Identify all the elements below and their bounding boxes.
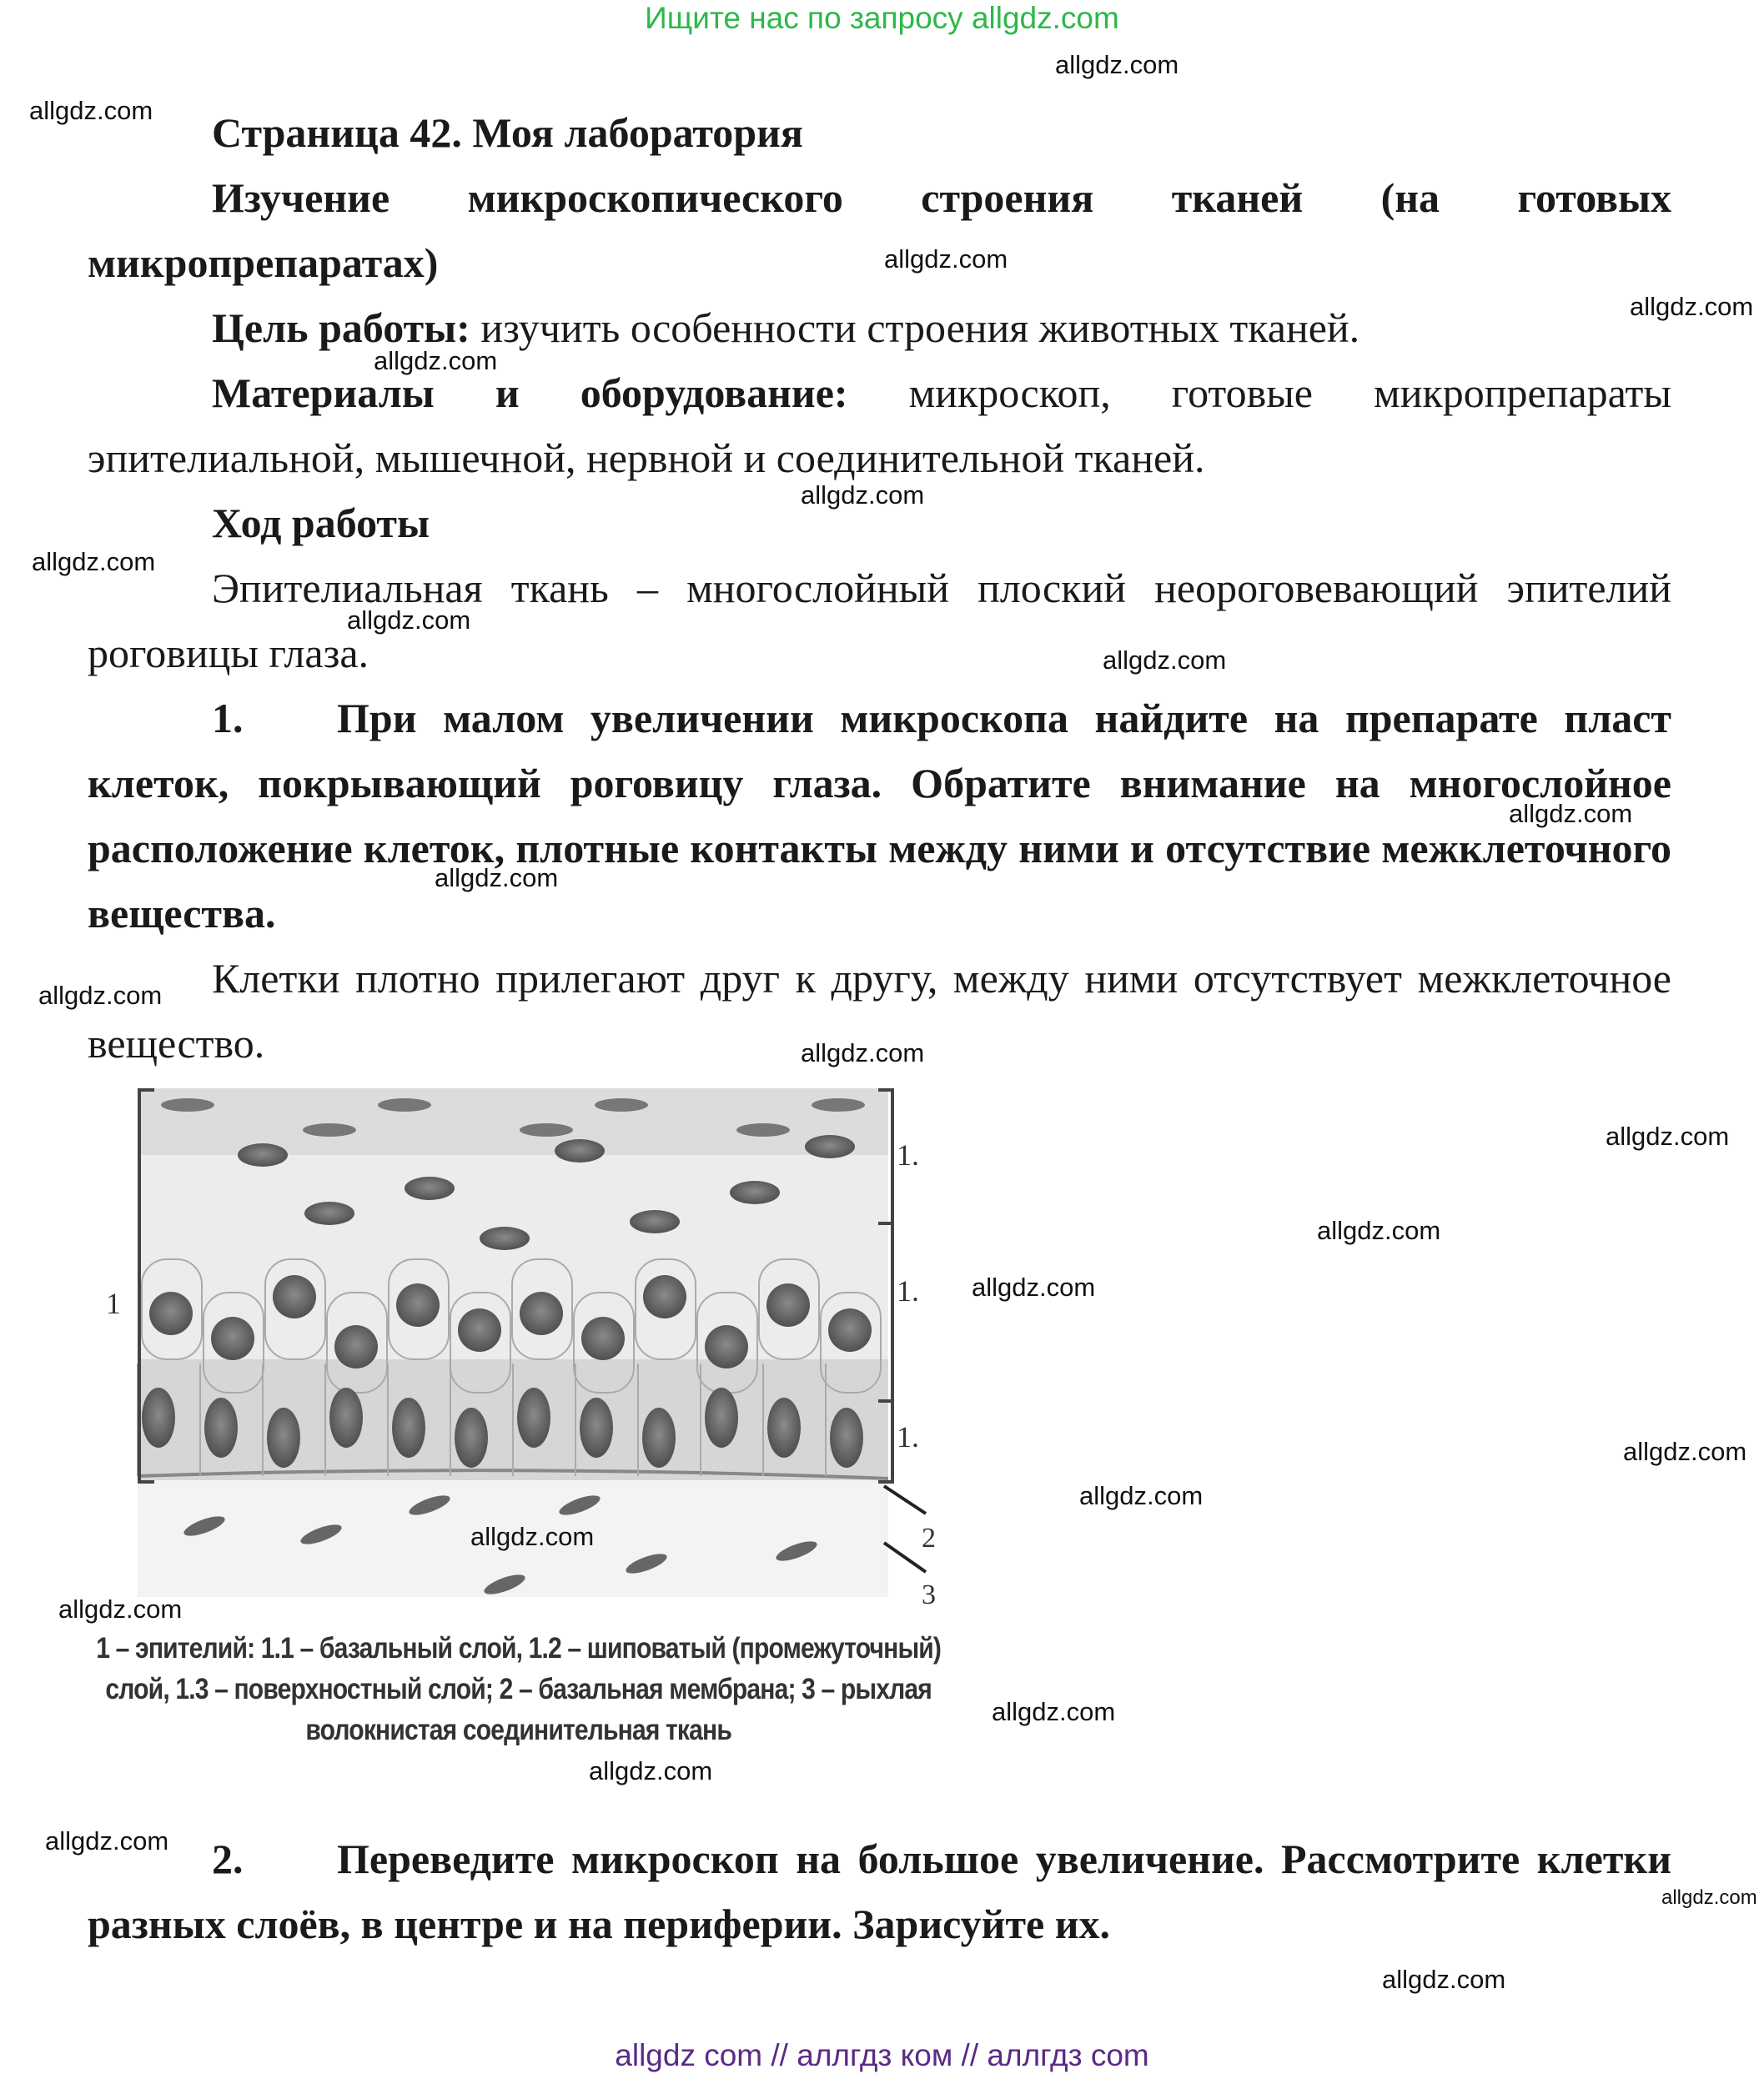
spinous-cell-nucleus bbox=[334, 1325, 378, 1368]
watermark: allgdz.com bbox=[801, 480, 925, 510]
flat-cell-nucleus bbox=[630, 1210, 680, 1233]
arrow-membrane bbox=[884, 1486, 926, 1514]
watermark: allgdz.com bbox=[38, 981, 163, 1010]
flat-cell-nucleus bbox=[730, 1181, 780, 1204]
watermark: allgdz.com bbox=[1623, 1437, 1747, 1466]
basal-cell-nucleus bbox=[517, 1388, 550, 1448]
tissue-intro: Эпителиальная ткань – многослойный плоский неороговевающий эпителий роговицы глаза. bbox=[88, 565, 1671, 676]
procedure-heading: Ход работы bbox=[212, 500, 430, 546]
step-1-answer: Клетки плотно прилегают друг к другу, между ними отсутствует межклеточное вещество. bbox=[88, 955, 1671, 1067]
arrow-connective bbox=[884, 1543, 926, 1572]
surface-cell-nucleus bbox=[378, 1098, 431, 1112]
watermark: allgdz.com bbox=[58, 1594, 183, 1624]
spinous-cell-nucleus bbox=[520, 1292, 563, 1335]
step-2 bbox=[88, 1826, 1671, 1956]
spinous-cell-nucleus bbox=[643, 1275, 686, 1318]
basal-cell-nucleus bbox=[705, 1388, 738, 1448]
label-layer-1-2: 1. bbox=[897, 1274, 919, 1308]
basal-cell-nucleus bbox=[455, 1408, 488, 1468]
step-2-block bbox=[88, 1826, 1671, 1956]
spinous-cell-nucleus bbox=[458, 1308, 501, 1352]
step-1-text: При малом увеличении микроскопа найдите на препарате пласт клеток, покрывающий роговицу глаза. Обратите внимание на многослойное расположение клеток, плотные контакты между ними и отсутствие межклеточного вещества. bbox=[88, 695, 1671, 937]
spinous-cell-nucleus bbox=[828, 1308, 872, 1352]
watermark: allgdz.com bbox=[470, 1522, 595, 1551]
materials-paragraph bbox=[88, 360, 1671, 490]
watermark: allgdz.com bbox=[1509, 799, 1633, 828]
basal-cell-nucleus bbox=[580, 1398, 613, 1458]
basal-cell-nucleus bbox=[267, 1408, 300, 1468]
basal-cell-nucleus bbox=[204, 1398, 238, 1458]
spinous-cell-nucleus bbox=[273, 1275, 316, 1318]
surface-cell-nucleus bbox=[736, 1123, 790, 1137]
watermark: allgdz.com bbox=[1103, 645, 1227, 675]
watermark: allgdz.com bbox=[1606, 1122, 1730, 1151]
watermark: allgdz.com bbox=[435, 863, 559, 892]
watermark: allgdz.com bbox=[1055, 50, 1179, 79]
watermark: allgdz.com bbox=[589, 1756, 713, 1785]
search-banner: Ищите нас по запросу allgdz.com bbox=[645, 1, 1119, 35]
watermark: allgdz.com bbox=[1317, 1216, 1441, 1245]
materials-text: микроскоп, готовые микропрепараты эпителиальной, мышечной, нервной и соединительной тканей. bbox=[88, 369, 1671, 481]
surface-cell-nucleus bbox=[161, 1098, 214, 1112]
surface-cell-nucleus bbox=[520, 1123, 573, 1137]
spinous-cell-nucleus bbox=[705, 1325, 748, 1368]
page-text bbox=[88, 100, 1671, 1076]
watermark: allgdz.com bbox=[972, 1273, 1096, 1302]
label-layer-1-1: 1. bbox=[897, 1420, 919, 1454]
bottom-banner: allgdz com // аллгдз ком // аллгдз com bbox=[615, 2038, 1149, 2072]
spinous-cell-nucleus bbox=[396, 1283, 440, 1327]
flat-cell-nucleus bbox=[480, 1227, 530, 1250]
basal-cell-nucleus bbox=[142, 1388, 175, 1448]
watermark: allgdz.com bbox=[1630, 292, 1754, 321]
watermark: allgdz.com bbox=[374, 346, 498, 375]
label-layer-1-3: 1. bbox=[897, 1138, 919, 1172]
watermark: allgdz.com bbox=[992, 1697, 1116, 1726]
surface-cell-nucleus bbox=[303, 1123, 356, 1137]
watermark: allgdz.com bbox=[45, 1826, 169, 1856]
goal-text: изучить особенности строения животных тканей. bbox=[470, 304, 1360, 351]
watermark: allgdz.com bbox=[347, 605, 471, 635]
figure-caption: 1 – эпителий: 1.1 – базальный слой, 1.2 – шиповатый (промежуточный) слой, 1.3 – поверхностный слой; 2 – базальная мембрана; 3 – рыхлая волокнистая соединительная ткань bbox=[96, 1632, 942, 1746]
surface-cell-nucleus bbox=[595, 1098, 648, 1112]
goal-label: Цель работы: bbox=[212, 304, 470, 351]
label-connective: 3 bbox=[922, 1579, 936, 1610]
lab-subtitle: Изучение микроскопического строения тканей (на готовых микропрепаратах) bbox=[88, 174, 1671, 286]
flat-cell-nucleus bbox=[805, 1135, 855, 1158]
materials-label: Материалы и оборудование: bbox=[212, 369, 848, 416]
step-1-number: 1. bbox=[212, 695, 244, 741]
watermark: allgdz.com bbox=[1382, 1965, 1506, 1994]
page-title: Страница 42. Моя лаборатория bbox=[212, 109, 803, 156]
step-2-text: Переведите микроскоп на большое увеличение. Рассмотрите клетки разных слоёв, в центре и на периферии. Зарисуйте их. bbox=[88, 1835, 1671, 1947]
watermark: allgdz.com bbox=[1079, 1481, 1204, 1510]
basal-cell-nucleus bbox=[392, 1398, 425, 1458]
surface-cell-nucleus bbox=[812, 1098, 865, 1112]
spinous-cell-nucleus bbox=[211, 1317, 254, 1360]
label-membrane: 2 bbox=[922, 1523, 936, 1554]
goal-paragraph bbox=[88, 295, 1671, 360]
spinous-cell-nucleus bbox=[581, 1317, 625, 1360]
step-1 bbox=[88, 685, 1671, 946]
spinous-cell-nucleus bbox=[149, 1292, 193, 1335]
basal-cell-nucleus bbox=[830, 1408, 863, 1468]
watermark: allgdz.com bbox=[801, 1038, 925, 1067]
flat-cell-nucleus bbox=[238, 1143, 288, 1167]
basal-cell-nucleus bbox=[329, 1388, 363, 1448]
watermark: allgdz.com bbox=[884, 244, 1008, 274]
watermark: allgdz.com bbox=[29, 96, 153, 125]
spinous-cell-nucleus bbox=[766, 1283, 810, 1327]
flat-cell-nucleus bbox=[304, 1202, 354, 1225]
basal-cell-nucleus bbox=[767, 1398, 801, 1458]
flat-cell-nucleus bbox=[405, 1177, 455, 1200]
watermark: allgdz.com bbox=[1661, 1886, 1757, 1909]
basal-cell-nucleus bbox=[642, 1408, 676, 1468]
step-2-number: 2. bbox=[212, 1835, 244, 1882]
label-epithelium: 1 bbox=[106, 1287, 121, 1320]
watermark: allgdz.com bbox=[32, 547, 156, 576]
flat-cell-nucleus bbox=[555, 1139, 605, 1163]
